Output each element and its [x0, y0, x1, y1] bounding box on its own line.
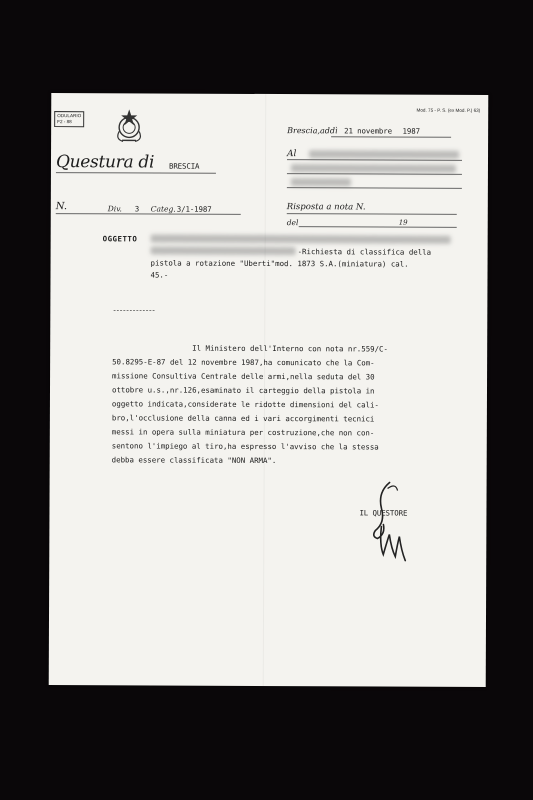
addressee-underline: [287, 159, 462, 161]
addressee-underline: [287, 173, 462, 175]
reply-del-label: del: [286, 218, 299, 228]
protocol-div-label: Div.: [107, 204, 122, 214]
year-value: 1987: [402, 126, 420, 136]
addressee-redacted: [309, 150, 459, 159]
office-underline: [56, 172, 216, 174]
protocol-cat-value: 3/1-1987: [176, 204, 212, 214]
body-line: sentono l'impiego al tiro,ha espresso l'avviso che la stessa: [111, 441, 379, 452]
protocol-div-value: 3: [134, 204, 140, 214]
reply-underline: [287, 213, 457, 215]
form-code-box: ODULARIO F2 - 88: [54, 111, 84, 127]
body-line: bro,l'occlusione della canna ed i vari accorgimenti tecnici: [111, 413, 375, 424]
subject-separator: -------------: [112, 305, 155, 315]
protocol-cat-label: Categ.: [150, 204, 176, 214]
office-label: Questura di: [55, 152, 155, 173]
addressee-underline: [287, 187, 462, 189]
subject-redacted: [151, 234, 451, 243]
reply-year: 19: [398, 218, 408, 227]
body-line: oggetto indicata,considerate le ridotte dimensioni del cali-: [111, 399, 379, 410]
body-line: Il Ministero dell'Interno con nota nr.559/C-: [192, 343, 388, 354]
subject-line: 45.-: [150, 270, 169, 280]
document-page: [49, 93, 489, 687]
addressee-prefix: Al: [287, 149, 297, 160]
place-date: [287, 126, 420, 136]
protocol-n-label: N.: [55, 201, 68, 213]
office-city: BRESCIA: [168, 161, 200, 171]
signature-title: IL QUESTORE: [359, 508, 408, 518]
body-line: 50.8295-E-87 del 12 novembre 1987,ha comunicato che la Com-: [112, 357, 375, 368]
form-reference: Mod. 75 - P. S. (ex Mod. P.) 63): [416, 107, 481, 113]
addressee-redacted: [291, 178, 351, 186]
body-line: missione Consultiva Centrale delle armi,nella seduta del 30: [112, 371, 375, 382]
subject-redacted: [151, 246, 296, 255]
reply-del-underline: [299, 226, 457, 228]
body-line: ottobre u.s.,nr.126,esaminato il carteggio della pistola in: [111, 385, 375, 396]
handwritten-signature: [367, 478, 411, 568]
place-prefix: Brescia,addì: [287, 126, 338, 136]
date-value: 21 novembre: [344, 126, 393, 136]
protocol-underline: [56, 213, 241, 215]
emblem-seal: [113, 107, 145, 143]
body-line: debba essere classificata "NON ARMA".: [111, 455, 277, 466]
body-line: messi in opera sulla miniatura per costruzione,che non con-: [111, 427, 375, 438]
addressee-redacted: [291, 164, 456, 173]
subject-label: OGGETTO: [102, 234, 138, 244]
subject-line: -Richiesta di classifica della: [297, 247, 432, 257]
date-underline: [331, 136, 451, 138]
subject-line: pistola a rotazione "Uberti"mod. 1873 S.A.(miniatura) cal.: [150, 258, 409, 269]
reply-label: Risposta a nota N.: [286, 202, 366, 213]
